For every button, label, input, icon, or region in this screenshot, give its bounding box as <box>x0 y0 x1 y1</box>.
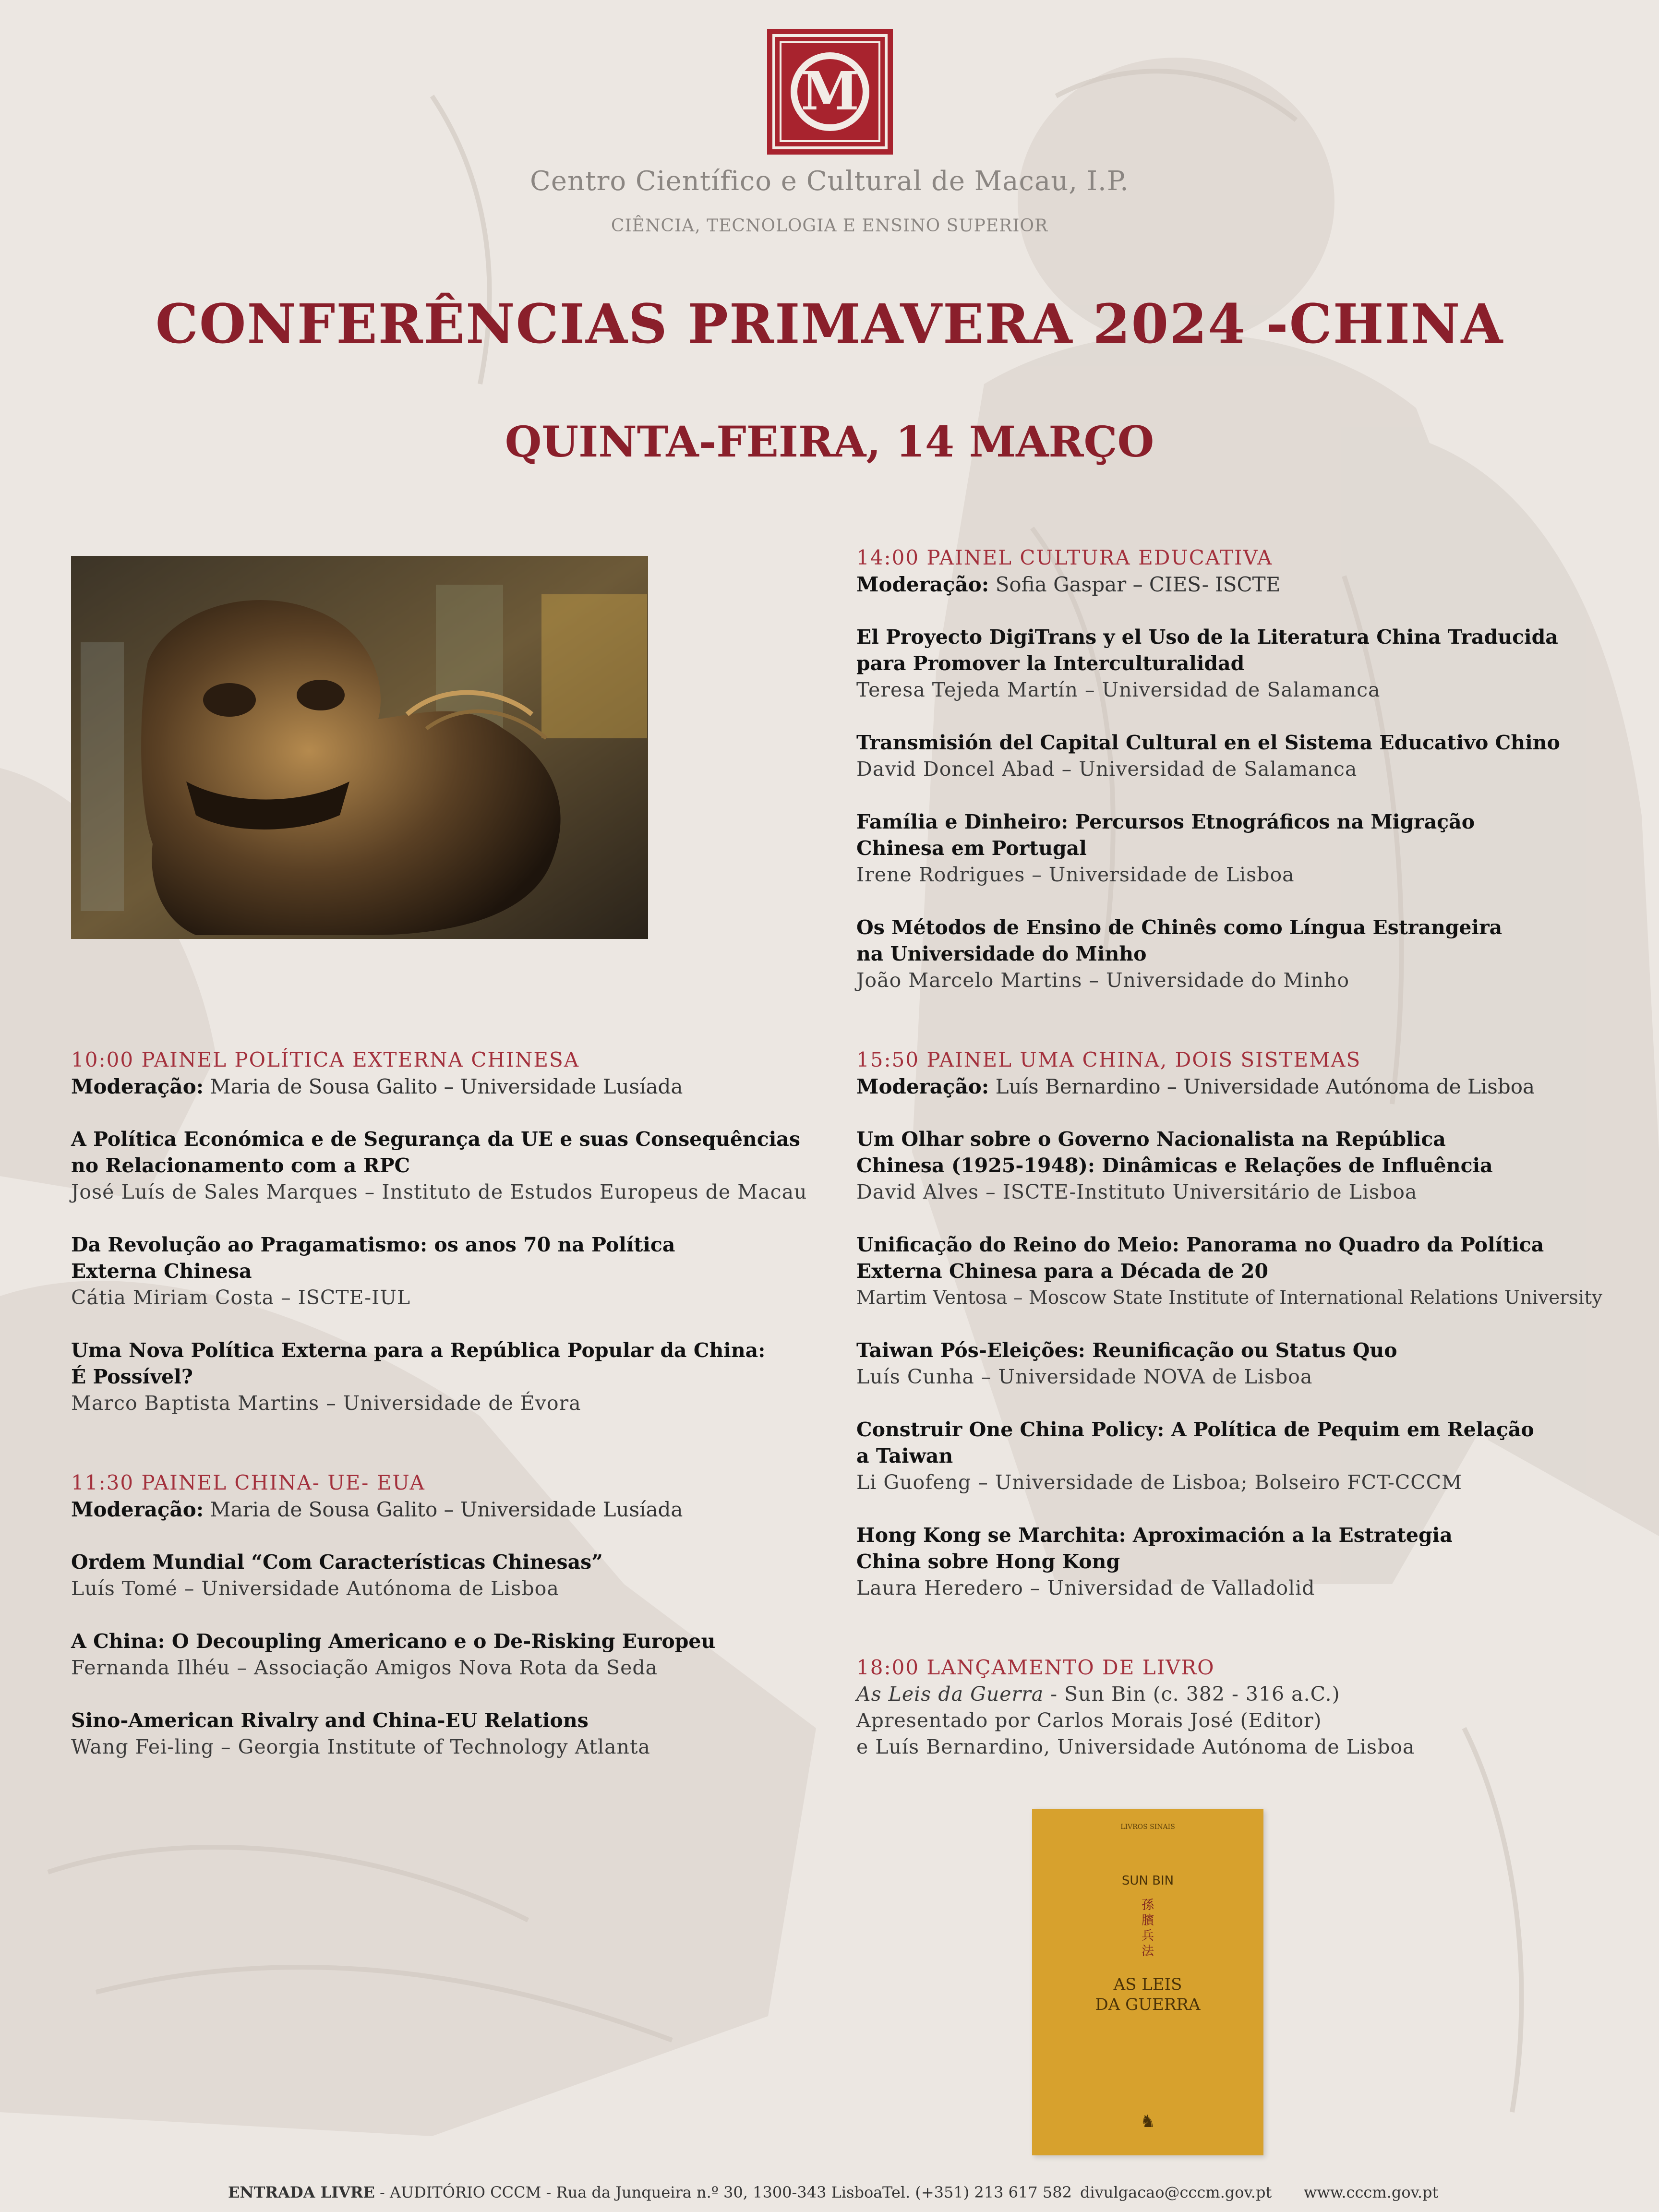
talk-title: na Universidade do Minho <box>856 942 1147 965</box>
talk-speaker: Cátia Miriam Costa – ISCTE-IUL <box>71 1286 411 1309</box>
moderator-label: Moderação: <box>856 573 989 596</box>
panel-heading: 10:00 PAINEL POLÍTICA EXTERNA CHINESA <box>71 1048 580 1071</box>
talk-speaker: Marco Baptista Martins – Universidade de Évora <box>71 1392 581 1415</box>
talk-title: Ordem Mundial “Com Características Chinesas” <box>71 1551 603 1574</box>
talk-speaker: João Marcelo Martins – Universidade do Minho <box>856 969 1350 992</box>
book-launch <box>856 1654 1653 1760</box>
talk <box>71 1549 830 1602</box>
talk-title: El Proyecto DigiTrans y el Uso de la Literatura China Traducida <box>856 625 1558 649</box>
panel-heading: 14:00 PAINEL CULTURA EDUCATIVA <box>856 546 1273 569</box>
talk <box>71 1337 830 1417</box>
talk-title: Os Métodos de Ensino de Chinês como Língua Estrangeira <box>856 916 1503 939</box>
panel-china-ue-eua <box>71 1469 830 1760</box>
talk-title: Hong Kong se Marchita: Aproximación a la Estrategia <box>856 1524 1453 1547</box>
talk-title: Construir One China Policy: A Política de Pequim em Relação <box>856 1418 1534 1441</box>
talk-speaker: David Alves – ISCTE-Instituto Universitário de Lisboa <box>856 1180 1418 1203</box>
talk-title: Chinesa (1925-1948): Dinâmicas e Relações de Influência <box>856 1154 1493 1177</box>
talk-title: Sino-American Rivalry and China-EU Relations <box>71 1709 589 1732</box>
footer-venue: ENTRADA LIVRE - AUDITÓRIO CCCM - Rua da Junqueira n.º 30, 1300-343 Lisboa <box>228 2183 883 2201</box>
talk-speaker: Wang Fei-ling – Georgia Institute of Technology Atlanta <box>71 1735 650 1758</box>
book-publisher: LIVROS SINAIS <box>1120 1823 1175 1831</box>
moderator <box>856 1073 1653 1100</box>
book-author: - Sun Bin (c. 382 - 316 a.C.) <box>1044 1683 1340 1706</box>
moderator-label: Moderação: <box>71 1498 204 1521</box>
talk-title: para Promover la Interculturalidad <box>856 652 1245 675</box>
talk <box>856 809 1653 888</box>
talk-title: A Política Económica e de Segurança da UE e suas Consequências <box>71 1128 800 1151</box>
bronze-lion-photo <box>71 556 648 939</box>
book-cover-title: AS LEIS DA GUERRA <box>1095 1975 1201 2014</box>
moderator-name: Maria de Sousa Galito – Universidade Lusíada <box>210 1075 683 1098</box>
talk-speaker: David Doncel Abad – Universidad de Salamanca <box>856 757 1358 781</box>
talk-title: China sobre Hong Kong <box>856 1550 1120 1573</box>
talk-speaker: José Luís de Sales Marques – Instituto de Estudos Europeus de Macau <box>71 1180 807 1203</box>
talk-speaker: Martim Ventosa – Moscow State Institute of International Relations University <box>856 1287 1602 1309</box>
talk-speaker: Teresa Tejeda Martín – Universidad de Salamanca <box>856 678 1381 701</box>
talk-speaker: Li Guofeng – Universidade de Lisboa; Bolseiro FCT-CCCM <box>856 1471 1462 1494</box>
panel-cultura-educativa <box>856 544 1653 994</box>
talk-title: A China: O Decoupling Americano e o De-Risking Europeu <box>71 1630 716 1653</box>
talk-title: É Possível? <box>71 1365 193 1388</box>
panel-heading: 11:30 PAINEL CHINA- UE- EUA <box>71 1471 425 1494</box>
talk-speaker: Luís Tomé – Universidade Autónoma de Lisboa <box>71 1577 559 1600</box>
talk-speaker: Laura Heredero – Universidad de Valladolid <box>856 1576 1315 1599</box>
org-name: Centro Científico e Cultural de Macau, I.P. <box>530 166 1129 197</box>
talk <box>856 1417 1653 1496</box>
panel-heading: 18:00 LANÇAMENTO DE LIVRO <box>856 1656 1215 1679</box>
talk <box>856 1522 1653 1601</box>
book-title: As Leis da Guerra <box>856 1683 1044 1706</box>
book-presenters: Apresentado por Carlos Morais José (Editor) <box>856 1709 1322 1732</box>
event-date: QUINTA-FEIRA, 14 MARÇO <box>505 417 1154 467</box>
talk-title: Um Olhar sobre o Governo Nacionalista na República <box>856 1128 1446 1151</box>
talk-title: Da Revolução ao Pragamatismo: os anos 70 na Política <box>71 1233 675 1256</box>
talk <box>856 1126 1653 1205</box>
talk <box>71 1628 830 1681</box>
talk <box>71 1126 830 1205</box>
book-cover-author: SUN BIN <box>1121 1874 1174 1888</box>
talk <box>856 730 1653 782</box>
talk-title: Família e Dinheiro: Percursos Etnográficos na Migração <box>856 810 1475 833</box>
talk <box>856 914 1653 994</box>
footer-website[interactable]: www.cccm.gov.pt <box>1304 2183 1439 2201</box>
book-line <box>856 1681 1653 1707</box>
talk-speaker: Luís Cunha – Universidade NOVA de Lisboa <box>856 1365 1313 1388</box>
book-cover <box>1032 1809 1263 2155</box>
org-subtitle: CIÊNCIA, TECNOLOGIA E ENSINO SUPERIOR <box>611 216 1048 236</box>
moderator-label: Moderação: <box>71 1075 204 1098</box>
moderator-label: Moderação: <box>856 1075 989 1098</box>
right-column <box>856 544 1653 1760</box>
footer-email[interactable]: divulgacao@cccm.gov.pt <box>1080 2183 1272 2201</box>
moderator <box>71 1496 830 1523</box>
book-emblem-icon: ♞ <box>1140 2112 1156 2131</box>
talk-title: no Relacionamento com a RPC <box>71 1154 410 1177</box>
panel-heading: 15:50 PAINEL UMA CHINA, DOIS SISTEMAS <box>856 1048 1361 1071</box>
talk-title: a Taiwan <box>856 1444 953 1467</box>
moderator-name: Luís Bernardino – Universidade Autónoma de Lisboa <box>995 1075 1535 1098</box>
talk-title: Unificação do Reino do Meio: Panorama no Quadro da Política <box>856 1233 1544 1256</box>
talk <box>856 1232 1653 1311</box>
talk-title: Taiwan Pós-Eleições: Reunificação ou Status Quo <box>856 1339 1397 1362</box>
book-cover-chinese: 孫 臏 兵 法 <box>1141 1898 1154 1959</box>
svg-text:M: M <box>801 60 859 122</box>
talk <box>71 1707 830 1760</box>
moderator-name: Sofia Gaspar – CIES- ISCTE <box>995 573 1281 596</box>
talk-speaker: Irene Rodrigues – Universidade de Lisboa <box>856 863 1295 886</box>
book-presenters-2: e Luís Bernardino, Universidade Autónoma de Lisboa <box>856 1735 1415 1758</box>
panel-politica-externa <box>71 1046 830 1417</box>
talk-title: Externa Chinesa para a Década de 20 <box>856 1260 1269 1283</box>
left-column <box>71 1046 830 1760</box>
talk-title: Uma Nova Política Externa para a República Popular da China: <box>71 1339 766 1362</box>
footer-phone: Tel. (+351) 213 617 582 <box>882 2183 1072 2201</box>
page-title: CONFERÊNCIAS PRIMAVERA 2024 -CHINA <box>155 293 1504 356</box>
cccm-logo <box>767 29 893 155</box>
talk-title: Externa Chinesa <box>71 1260 252 1283</box>
talk-speaker: Fernanda Ilhéu – Associação Amigos Nova Rota da Seda <box>71 1656 658 1679</box>
talk <box>856 624 1653 703</box>
panel-uma-china-dois-sistemas <box>856 1046 1653 1601</box>
moderator <box>71 1073 830 1100</box>
moderator <box>856 571 1653 598</box>
talk-title: Transmisión del Capital Cultural en el Sistema Educativo Chino <box>856 731 1560 754</box>
talk <box>71 1232 830 1311</box>
talk-title: Chinesa em Portugal <box>856 837 1087 860</box>
talk <box>856 1337 1653 1390</box>
moderator-name: Maria de Sousa Galito – Universidade Lusíada <box>210 1498 683 1521</box>
